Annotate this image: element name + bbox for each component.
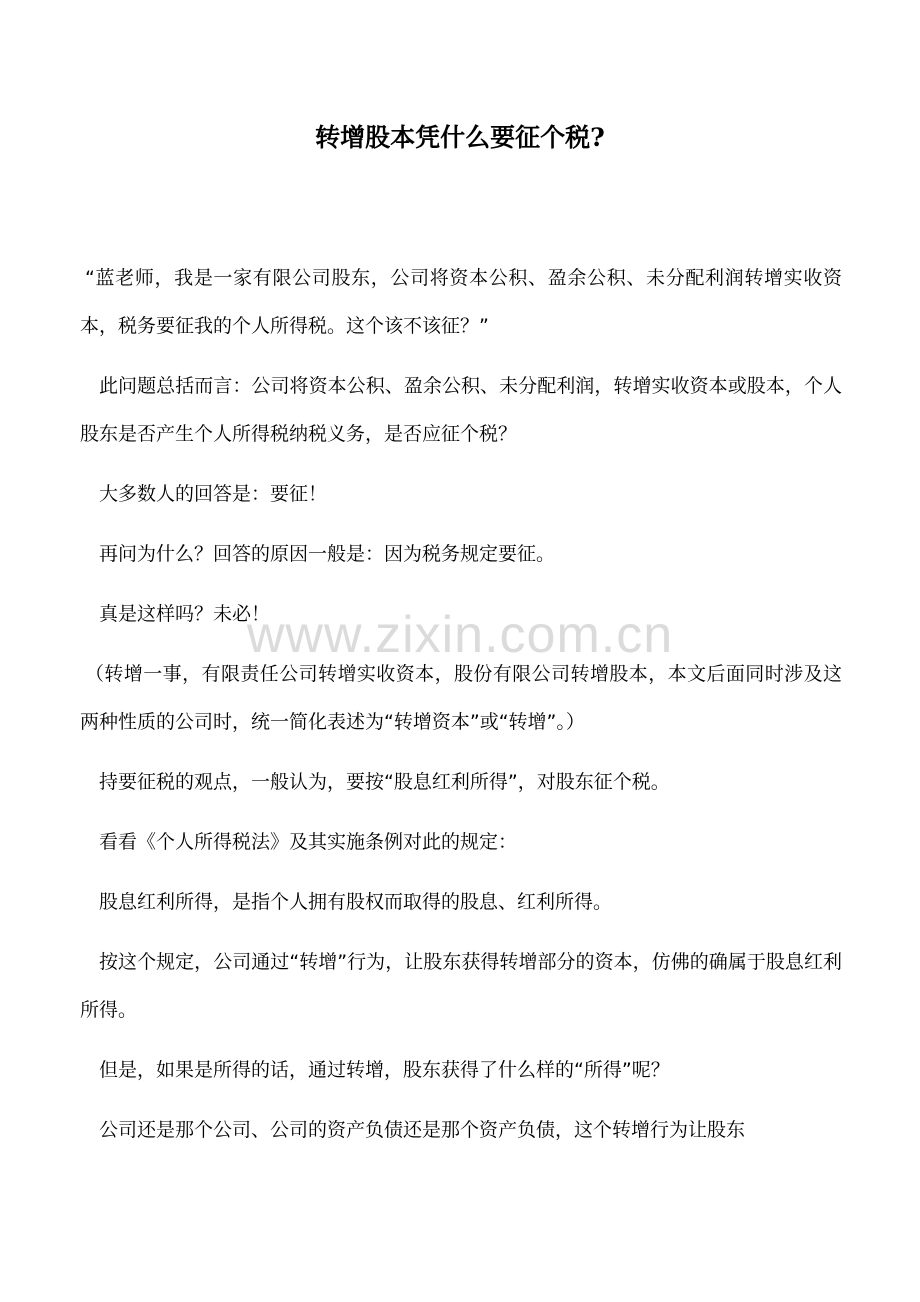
paragraph: 公司还是那个公司、公司的资产负债还是那个资产负债，这个转增行为让股东	[99, 1119, 746, 1141]
paragraph: 股息红利所得，是指个人拥有股权而取得的股息、红利所得。	[99, 891, 613, 913]
paragraph: 持要征税的观点，一般认为，要按“股息红利所得”，对股东征个税。	[99, 771, 670, 793]
article-body	[80, 254, 842, 1166]
paragraph: 真是这样吗？未必！	[99, 603, 271, 625]
paragraph: 再问为什么？回答的原因一般是：因为税务规定要征。	[99, 543, 556, 565]
paragraph: （转增一事，有限责任公司转增实收资本，股份有限公司转增股本，本文后面同时涉及这两种性质的公司时，统一简化表述为“转增资本”或“转增”。）	[80, 663, 842, 733]
article-title: 转增股本凭什么要征个税?	[315, 123, 605, 152]
paragraph: 此问题总括而言：公司将资本公积、盈余公积、未分配利润，转增实收资本或股本，个人股东是否产生个人所得税纳税义务，是否应征个税？	[80, 375, 842, 445]
paragraph: 大多数人的回答是：要征！	[99, 483, 328, 505]
paragraph: “蓝老师，我是一家有限公司股东，公司将资本公积、盈余公积、未分配利润转增实收资本，税务要征我的个人所得税。这个该不该征？”	[80, 267, 842, 337]
paragraph: 按这个规定，公司通过“转增”行为，让股东获得转增部分的资本，仿佛的确属于股息红利所得。	[80, 951, 842, 1021]
paragraph: 但是，如果是所得的话，通过转增，股东获得了什么样的“所得”呢？	[99, 1059, 670, 1081]
paragraph: 看看《个人所得税法》及其实施条例对此的规定：	[99, 831, 518, 853]
watermark: www.zixin.com.cn	[246, 606, 674, 664]
